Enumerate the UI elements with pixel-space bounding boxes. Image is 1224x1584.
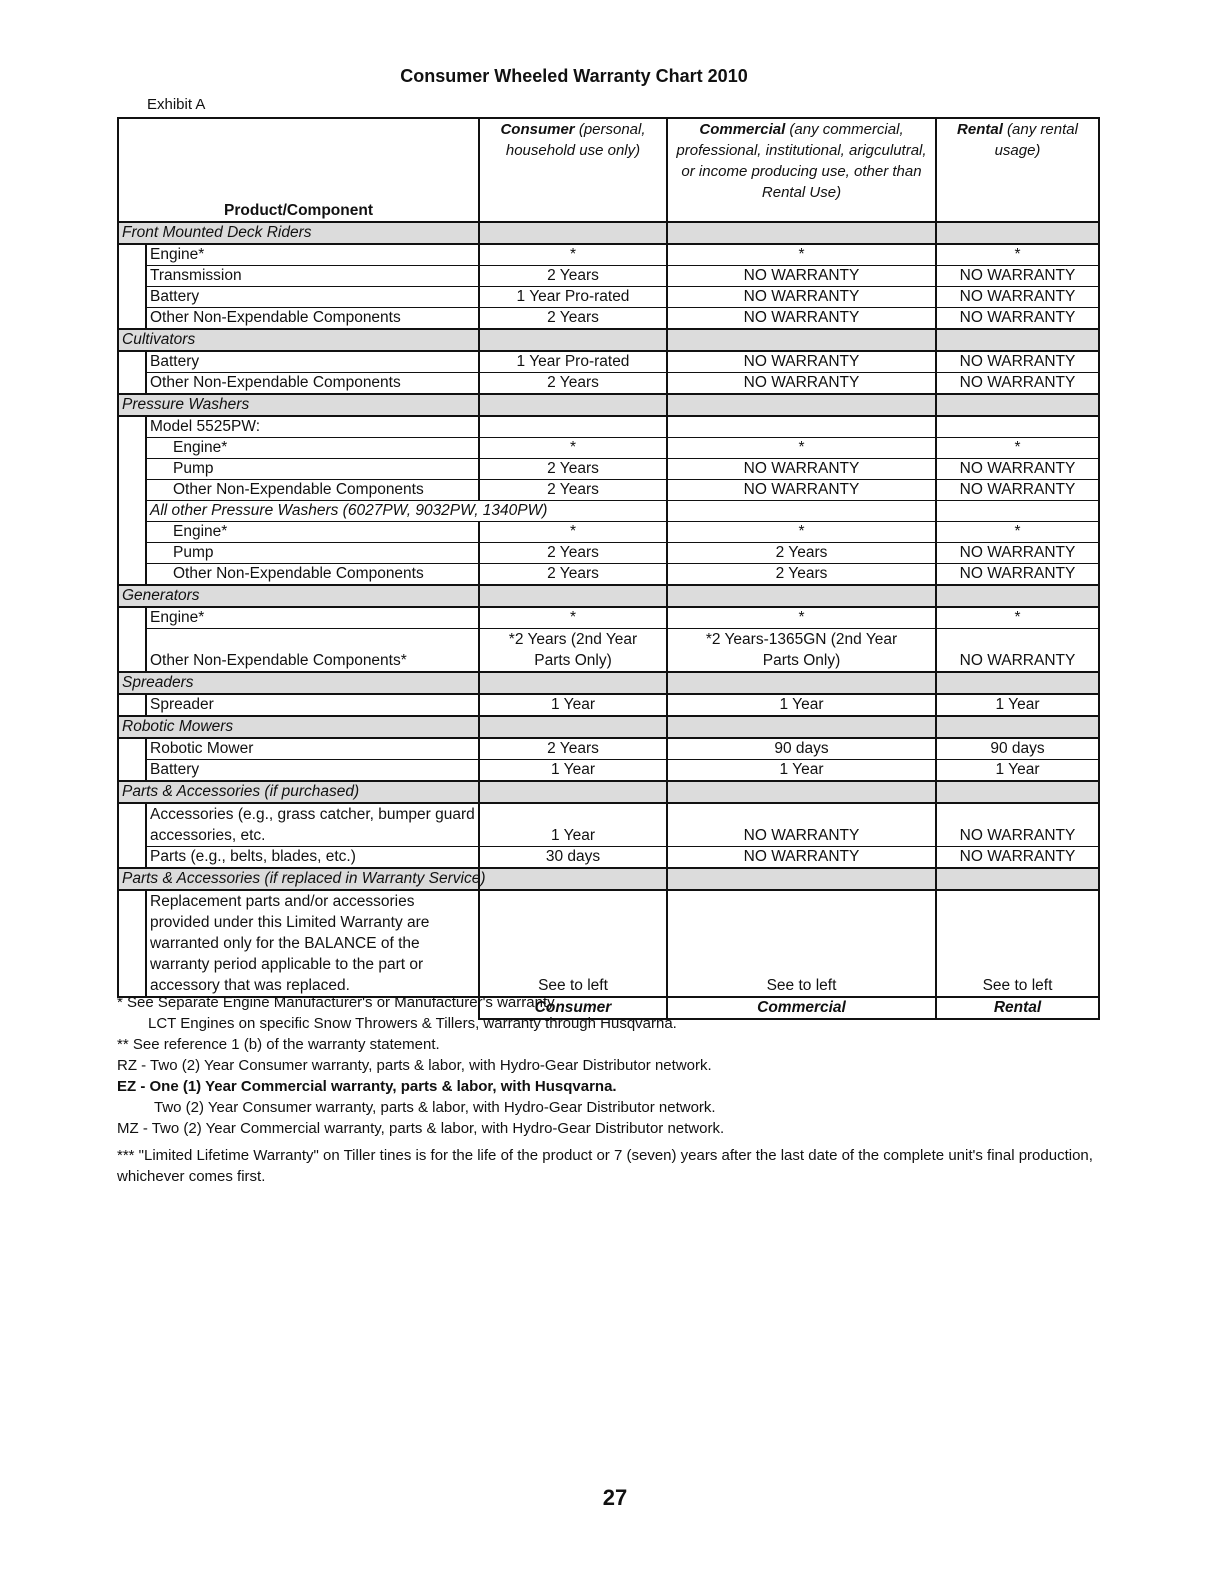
warranty-value: * bbox=[667, 438, 936, 459]
indent-gutter bbox=[118, 607, 146, 629]
indent-gutter bbox=[118, 416, 146, 438]
table-row bbox=[118, 694, 1099, 716]
warranty-value: NO WARRANTY bbox=[667, 459, 936, 480]
warranty-value: 90 days bbox=[936, 738, 1099, 760]
table-row bbox=[118, 847, 1099, 869]
component-label: Accessories (e.g., grass catcher, bumper guard accessories, etc. bbox=[146, 803, 479, 847]
warranty-value: NO WARRANTY bbox=[936, 351, 1099, 373]
warranty-value: * bbox=[936, 244, 1099, 266]
warranty-value: NO WARRANTY bbox=[936, 266, 1099, 287]
warranty-value: 2 Years bbox=[667, 564, 936, 586]
indent-gutter bbox=[118, 480, 146, 501]
indent-gutter bbox=[118, 564, 146, 586]
category-row bbox=[118, 672, 1099, 694]
warranty-value: 1 Year Pro-rated bbox=[479, 351, 667, 373]
table-row bbox=[118, 287, 1099, 308]
component-label: Engine* bbox=[146, 607, 479, 629]
warranty-value: NO WARRANTY bbox=[936, 308, 1099, 330]
warranty-value: See to left bbox=[479, 890, 667, 997]
warranty-value: NO WARRANTY bbox=[936, 459, 1099, 480]
component-label: Spreader bbox=[146, 694, 479, 716]
warranty-value: NO WARRANTY bbox=[936, 847, 1099, 869]
indent-gutter bbox=[118, 890, 146, 997]
note-ez: EZ - One (1) Year Commercial warranty, parts & labor, with Husqvarna. bbox=[117, 1078, 617, 1095]
warranty-value: 1 Year bbox=[479, 760, 667, 782]
warranty-value: *2 Years-1365GN (2nd Year Parts Only) bbox=[667, 629, 936, 673]
table-row bbox=[118, 351, 1099, 373]
warranty-value bbox=[479, 416, 667, 438]
indent-gutter bbox=[118, 438, 146, 459]
indent-gutter bbox=[118, 351, 146, 373]
warranty-value: NO WARRANTY bbox=[936, 629, 1099, 673]
note-lct-engines: LCT Engines on specific Snow Throwers & Tillers, warranty through Husqvarna. bbox=[148, 1015, 677, 1032]
note-ez-consumer: Two (2) Year Consumer warranty, parts & labor, with Hydro-Gear Distributor network. bbox=[154, 1099, 716, 1116]
table-row bbox=[118, 803, 1099, 847]
warranty-value: NO WARRANTY bbox=[667, 847, 936, 869]
category-row bbox=[118, 868, 1099, 890]
warranty-value: 2 Years bbox=[479, 266, 667, 287]
warranty-value: 1 Year bbox=[936, 760, 1099, 782]
category-label: Parts & Accessories (if replaced in Warranty Service) bbox=[118, 868, 479, 890]
warranty-value: 90 days bbox=[667, 738, 936, 760]
indent-gutter bbox=[118, 738, 146, 760]
warranty-value: * bbox=[667, 607, 936, 629]
component-label: Other Non-Expendable Components bbox=[146, 480, 479, 501]
warranty-value: 2 Years bbox=[667, 543, 936, 564]
warranty-value: * bbox=[479, 522, 667, 543]
table-row bbox=[118, 760, 1099, 782]
warranty-value bbox=[667, 501, 936, 522]
category-label: Generators bbox=[118, 585, 479, 607]
header-commercial: Commercial (any commercial, professional, institutional, arigculutral, or income producing use, other than Rental Use) bbox=[667, 118, 936, 222]
table-row bbox=[118, 629, 1099, 673]
warranty-value: 1 Year bbox=[479, 694, 667, 716]
note-engine: * See Separate Engine Manufacturer's or Manufacturer's warranty bbox=[117, 994, 555, 1011]
indent-gutter bbox=[118, 287, 146, 308]
warranty-value: NO WARRANTY bbox=[936, 287, 1099, 308]
warranty-value: NO WARRANTY bbox=[667, 266, 936, 287]
indent-gutter bbox=[118, 629, 146, 673]
category-row bbox=[118, 716, 1099, 738]
table-row bbox=[118, 738, 1099, 760]
warranty-value bbox=[936, 416, 1099, 438]
table-row bbox=[118, 543, 1099, 564]
category-label: Pressure Washers bbox=[118, 394, 479, 416]
warranty-value: * bbox=[936, 607, 1099, 629]
warranty-value: 2 Years bbox=[479, 738, 667, 760]
warranty-table bbox=[117, 117, 1100, 1020]
category-label: Cultivators bbox=[118, 329, 479, 351]
warranty-value: * bbox=[667, 522, 936, 543]
component-label: Parts (e.g., belts, blades, etc.) bbox=[146, 847, 479, 869]
indent-gutter bbox=[118, 501, 146, 522]
footer-rental: Rental bbox=[936, 997, 1099, 1019]
note-lifetime: *** "Limited Lifetime Warranty" on Tiller tines is for the life of the product or 7 (seven) years after the last date of the complete unit's final production, whichever comes first. bbox=[117, 1147, 1093, 1185]
component-label: Transmission bbox=[146, 266, 479, 287]
warranty-value: 1 Year bbox=[667, 694, 936, 716]
note-rz: RZ - Two (2) Year Consumer warranty, parts & labor, with Hydro-Gear Distributor network. bbox=[117, 1057, 712, 1074]
category-label: Robotic Mowers bbox=[118, 716, 479, 738]
warranty-value: 2 Years bbox=[479, 543, 667, 564]
component-label: Other Non-Expendable Components bbox=[146, 373, 479, 395]
component-label: Other Non-Expendable Components* bbox=[146, 629, 479, 673]
table-row bbox=[118, 890, 1099, 997]
component-label: Replacement parts and/or accessories provided under this Limited Warranty are warranted only for the BALANCE of the warranty period applicable to the part or accessory that was replaced. bbox=[146, 890, 479, 997]
table-row bbox=[118, 501, 1099, 522]
table-row bbox=[118, 266, 1099, 287]
note-reference: ** See reference 1 (b) of the warranty statement. bbox=[117, 1036, 440, 1053]
footer-commercial: Commercial bbox=[667, 997, 936, 1019]
component-label: Pump bbox=[146, 543, 479, 564]
warranty-value: 2 Years bbox=[479, 373, 667, 395]
indent-gutter bbox=[118, 266, 146, 287]
component-label: Engine* bbox=[146, 522, 479, 543]
category-row bbox=[118, 781, 1099, 803]
component-label: Battery bbox=[146, 760, 479, 782]
warranty-value: NO WARRANTY bbox=[667, 803, 936, 847]
category-label: Spreaders bbox=[118, 672, 479, 694]
header-rental: Rental (any rental usage) bbox=[936, 118, 1099, 222]
table-row bbox=[118, 564, 1099, 586]
table-row bbox=[118, 373, 1099, 395]
category-row bbox=[118, 222, 1099, 244]
warranty-value: *2 Years (2nd Year Parts Only) bbox=[479, 629, 667, 673]
warranty-value: * bbox=[936, 438, 1099, 459]
indent-gutter bbox=[118, 760, 146, 782]
warranty-value: 2 Years bbox=[479, 564, 667, 586]
component-label: Other Non-Expendable Components bbox=[146, 308, 479, 330]
indent-gutter bbox=[118, 847, 146, 869]
warranty-value: 1 Year bbox=[667, 760, 936, 782]
table-row bbox=[118, 244, 1099, 266]
table-row bbox=[118, 459, 1099, 480]
component-label: Battery bbox=[146, 287, 479, 308]
indent-gutter bbox=[118, 459, 146, 480]
footnotes bbox=[117, 992, 1107, 1187]
table-row bbox=[118, 308, 1099, 330]
warranty-value: 2 Years bbox=[479, 480, 667, 501]
warranty-value: * bbox=[479, 607, 667, 629]
indent-gutter bbox=[118, 543, 146, 564]
indent-gutter bbox=[118, 308, 146, 330]
indent-gutter bbox=[118, 694, 146, 716]
warranty-value: 1 Year Pro-rated bbox=[479, 287, 667, 308]
component-label: All other Pressure Washers (6027PW, 9032PW, 1340PW) bbox=[146, 501, 479, 522]
warranty-value: NO WARRANTY bbox=[936, 543, 1099, 564]
warranty-value: 1 Year bbox=[479, 803, 667, 847]
exhibit-label: Exhibit A bbox=[147, 96, 206, 113]
component-label: Model 5525PW: bbox=[146, 416, 479, 438]
footer-consumer: Consumer bbox=[479, 997, 667, 1019]
warranty-value: NO WARRANTY bbox=[667, 480, 936, 501]
indent-gutter bbox=[118, 373, 146, 395]
component-label: Engine* bbox=[146, 244, 479, 266]
table-row bbox=[118, 438, 1099, 459]
component-label: Engine* bbox=[146, 438, 479, 459]
warranty-value: 2 Years bbox=[479, 308, 667, 330]
page-number: 27 bbox=[602, 1485, 628, 1510]
header-consumer: Consumer (personal, household use only) bbox=[479, 118, 667, 222]
category-row bbox=[118, 329, 1099, 351]
warranty-value bbox=[936, 501, 1099, 522]
warranty-value bbox=[667, 416, 936, 438]
warranty-value: * bbox=[479, 438, 667, 459]
table-row bbox=[118, 480, 1099, 501]
component-label: Pump bbox=[146, 459, 479, 480]
warranty-value: * bbox=[936, 522, 1099, 543]
indent-gutter bbox=[118, 803, 146, 847]
warranty-value: * bbox=[479, 244, 667, 266]
component-label: Robotic Mower bbox=[146, 738, 479, 760]
note-mz: MZ - Two (2) Year Commercial warranty, parts & labor, with Hydro-Gear Distributor network. bbox=[117, 1120, 725, 1137]
warranty-value: See to left bbox=[936, 890, 1099, 997]
indent-gutter bbox=[118, 244, 146, 266]
warranty-value: NO WARRANTY bbox=[667, 373, 936, 395]
warranty-value: NO WARRANTY bbox=[936, 373, 1099, 395]
warranty-value: NO WARRANTY bbox=[936, 564, 1099, 586]
indent-gutter bbox=[118, 522, 146, 543]
warranty-value: NO WARRANTY bbox=[667, 308, 936, 330]
table-row bbox=[118, 522, 1099, 543]
warranty-value: NO WARRANTY bbox=[936, 803, 1099, 847]
table-row bbox=[118, 607, 1099, 629]
warranty-value: See to left bbox=[667, 890, 936, 997]
category-row bbox=[118, 394, 1099, 416]
header-row bbox=[118, 118, 1099, 222]
category-label: Parts & Accessories (if purchased) bbox=[118, 781, 479, 803]
warranty-value: 30 days bbox=[479, 847, 667, 869]
warranty-value: NO WARRANTY bbox=[667, 351, 936, 373]
warranty-value: * bbox=[667, 244, 936, 266]
warranty-value: 2 Years bbox=[479, 459, 667, 480]
warranty-value: 1 Year bbox=[936, 694, 1099, 716]
component-label: Other Non-Expendable Components bbox=[146, 564, 479, 586]
category-label: Front Mounted Deck Riders bbox=[118, 222, 479, 244]
component-label: Battery bbox=[146, 351, 479, 373]
category-row bbox=[118, 585, 1099, 607]
page-title: Consumer Wheeled Warranty Chart 2010 bbox=[400, 66, 748, 86]
warranty-value: NO WARRANTY bbox=[667, 287, 936, 308]
warranty-value: NO WARRANTY bbox=[936, 480, 1099, 501]
table-row bbox=[118, 416, 1099, 438]
header-product-component: Product/Component bbox=[118, 118, 479, 222]
